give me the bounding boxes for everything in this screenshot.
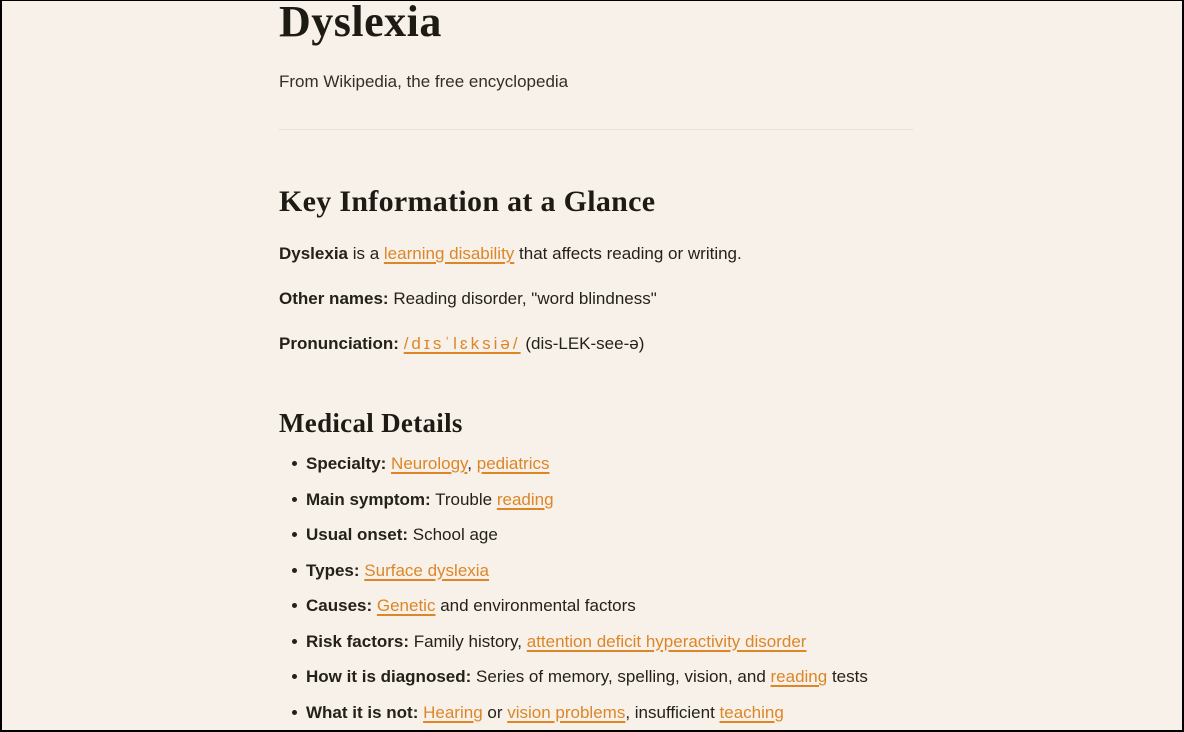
item-text: Family history,: [408, 631, 527, 651]
item-text: School age: [408, 525, 498, 544]
item-label: Specialty:: [306, 454, 387, 473]
section-divider: [279, 129, 913, 130]
list-item: [279, 630, 919, 654]
list-item: [279, 665, 919, 689]
pronunciation-paragraph: [279, 332, 919, 356]
item-text: Trouble: [430, 489, 497, 509]
ipa-pronunciation-link[interactable]: /dɪsˈlɛksiə/: [403, 334, 521, 353]
key-information-heading: Key Information at a Glance: [279, 185, 656, 218]
item-label: Types:: [306, 560, 360, 580]
item-text: tests: [827, 667, 868, 686]
teaching-link[interactable]: teaching: [719, 702, 784, 722]
list-item: [279, 559, 919, 583]
list-item: [279, 452, 919, 476]
item-text: , insufficient: [625, 702, 720, 722]
intro-paragraph: [279, 242, 919, 266]
pediatrics-link[interactable]: pediatrics: [476, 454, 550, 473]
surface-dyslexia-link[interactable]: Surface dyslexia: [364, 560, 490, 580]
pronunciation-label: Pronunciation:: [279, 334, 399, 353]
term-dyslexia: Dyslexia: [279, 244, 348, 263]
hearing-link[interactable]: Hearing: [423, 702, 483, 722]
pronunciation-respelling: (dis-LEK-see-ə): [520, 334, 645, 353]
item-text: Series of memory, spelling, vision, and: [471, 667, 771, 686]
list-item: [279, 701, 919, 725]
medical-details-list: [279, 452, 919, 725]
item-text: and environmental factors: [435, 596, 636, 615]
item-label: Risk factors:: [306, 631, 409, 651]
medical-details-heading: Medical Details: [279, 408, 463, 438]
page-subtitle: From Wikipedia, the free encyclopedia: [279, 72, 569, 91]
item-label: How it is diagnosed:: [306, 667, 472, 686]
other-names-value: Reading disorder, "word blindness": [388, 289, 657, 308]
item-label: What it is not:: [306, 702, 419, 722]
item-label: Causes:: [306, 596, 373, 615]
other-names-paragraph: [279, 287, 919, 311]
list-item: [279, 523, 919, 547]
reading-tests-link[interactable]: reading: [770, 667, 828, 686]
reading-link[interactable]: reading: [496, 489, 554, 509]
list-item: [279, 488, 919, 512]
neurology-link[interactable]: Neurology: [391, 454, 468, 473]
intro-text-after: that affects reading or writing.: [514, 244, 742, 263]
item-label: Usual onset:: [306, 525, 409, 544]
article-container: [279, 0, 919, 725]
page-title: Dyslexia: [279, 0, 442, 46]
vision-problems-link[interactable]: vision problems: [507, 702, 626, 722]
intro-text-before: is a: [348, 244, 384, 263]
genetic-link[interactable]: Genetic: [376, 596, 436, 615]
item-text: ,: [467, 454, 477, 473]
list-item: [279, 594, 919, 618]
adhd-link[interactable]: attention deficit hyperactivity disorder: [526, 631, 807, 651]
item-label: Main symptom:: [306, 489, 431, 509]
other-names-label: Other names:: [279, 289, 389, 308]
item-text: or: [482, 702, 508, 722]
learning-disability-link[interactable]: learning disability: [383, 244, 515, 263]
